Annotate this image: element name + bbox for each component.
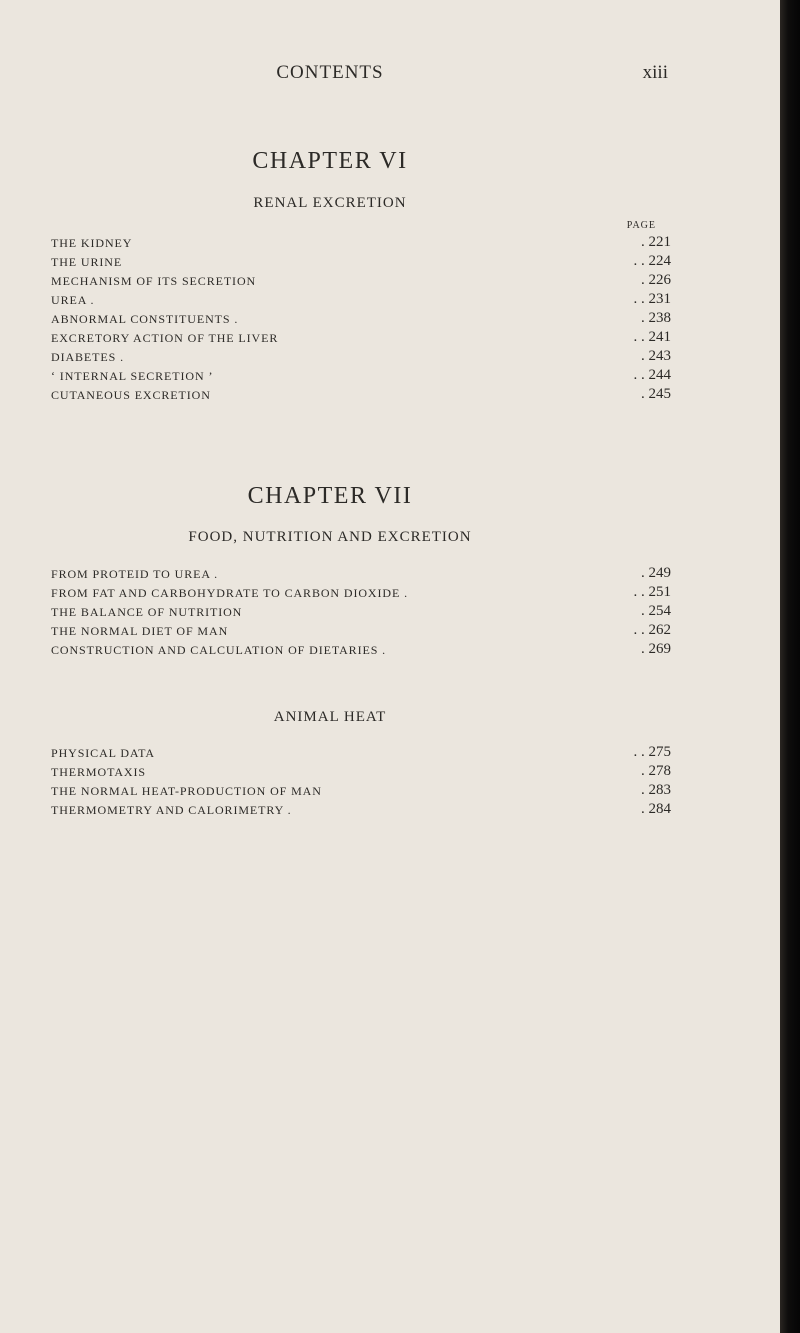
running-head-title: CONTENTS [276, 62, 384, 83]
toc-entry [51, 291, 671, 310]
running-head [0, 62, 780, 92]
toc-entry-title: FROM PROTEID TO UREA . [51, 567, 219, 581]
chapter-vi-entries [51, 234, 671, 405]
toc-entry-page-number: . 283 [641, 782, 671, 798]
chapter-vii-section-heat: ANIMAL HEAT [273, 709, 387, 725]
toc-entry-title: CUTANEOUS EXCRETION [51, 388, 211, 402]
toc-entry [51, 329, 671, 348]
page-number: xiii [642, 62, 668, 83]
toc-entry [51, 622, 671, 641]
toc-entry-page-number: . 238 [641, 310, 671, 326]
toc-entry-page-number: . . 251 [633, 584, 671, 600]
toc-entry [51, 348, 671, 367]
toc-entry [51, 272, 671, 291]
chapter-vi-section-title: RENAL EXCRETION [253, 195, 407, 211]
toc-entry-title: ‘ INTERNAL SECRETION ’ [51, 369, 214, 383]
toc-entry-title: MECHANISM OF ITS SECRETION [51, 274, 257, 288]
chapter-vi-heading: CHAPTER VI [252, 148, 408, 174]
toc-entry-title: ABNORMAL CONSTITUENTS . [51, 312, 239, 326]
toc-entry-title: EXCRETORY ACTION OF THE LIVER [51, 331, 279, 345]
toc-entry [51, 584, 671, 603]
toc-entry [51, 310, 671, 329]
toc-entry-page-number: . 284 [641, 801, 671, 817]
toc-entry [51, 367, 671, 386]
toc-entry-page-number: . . 241 [633, 329, 671, 345]
toc-entry [51, 782, 671, 801]
toc-entry [51, 253, 671, 272]
toc-entry-page-number: . 249 [641, 565, 671, 581]
toc-entry-title: FROM FAT AND CARBOHYDRATE TO CARBON DIOXIDE . [51, 586, 408, 600]
toc-entry [51, 801, 671, 820]
toc-entry-page-number: . 269 [641, 641, 671, 657]
toc-entry [51, 763, 671, 782]
toc-entry-page-number: . . 224 [633, 253, 671, 269]
toc-entry-page-number: . . 262 [633, 622, 671, 638]
page-edge-shadow [780, 0, 800, 1333]
toc-entry [51, 234, 671, 253]
toc-entry-title: DIABETES . [51, 350, 124, 364]
toc-entry [51, 386, 671, 405]
toc-entry-title: THE URINE [51, 255, 123, 269]
toc-entry [51, 603, 671, 622]
toc-entry [51, 565, 671, 584]
toc-entry-page-number: . 243 [641, 348, 671, 364]
toc-entry-page-number: . 278 [641, 763, 671, 779]
toc-entry [51, 641, 671, 660]
toc-entry-title: PHYSICAL DATA [51, 746, 155, 760]
toc-entry-title: CONSTRUCTION AND CALCULATION OF DIETARIES . [51, 643, 387, 657]
toc-entry-page-number: . 221 [641, 234, 671, 250]
toc-entry-page-number: . . 244 [633, 367, 671, 383]
chapter-vii-heat-entries [51, 744, 671, 820]
page-column-label: PAGE [626, 220, 656, 231]
toc-entry-title: UREA . [51, 293, 95, 307]
toc-entry-title: THE NORMAL HEAT-PRODUCTION OF MAN [51, 784, 322, 798]
toc-entry-page-number: . 254 [641, 603, 671, 619]
toc-entry-title: THE KIDNEY [51, 236, 133, 250]
toc-entry-page-number: . . 231 [633, 291, 671, 307]
toc-entry-page-number: . . 275 [633, 744, 671, 760]
chapter-vii-food-entries [51, 565, 671, 660]
toc-entry-title: THE NORMAL DIET OF MAN [51, 624, 229, 638]
toc-entry-title: THE BALANCE OF NUTRITION [51, 605, 243, 619]
toc-entry-page-number: . 245 [641, 386, 671, 402]
toc-entry-title: THERMOTAXIS [51, 765, 146, 779]
chapter-vii-section-food: FOOD, NUTRITION AND EXCRETION [188, 529, 472, 545]
toc-entry [51, 744, 671, 763]
toc-entry-title: THERMOMETRY AND CALORIMETRY . [51, 803, 292, 817]
chapter-vii-heading: CHAPTER VII [247, 483, 413, 509]
toc-entry-page-number: . 226 [641, 272, 671, 288]
